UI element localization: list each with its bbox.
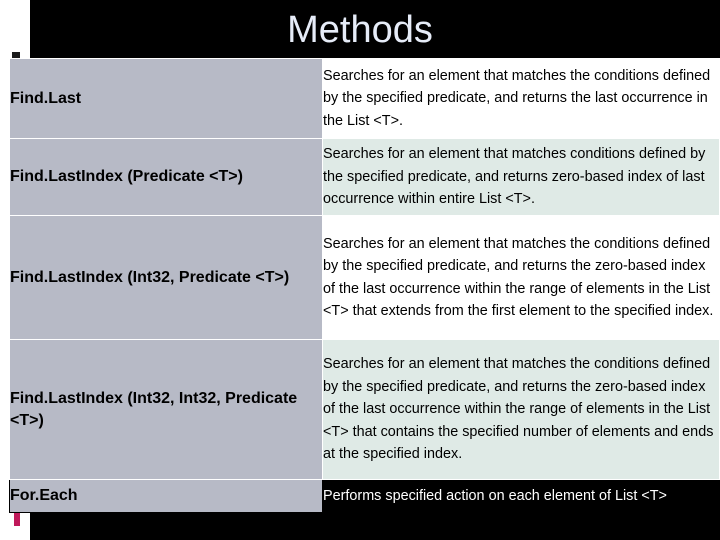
method-name: Find.LastIndex (Int32, Int32, Predicate <T>) [10, 340, 323, 480]
method-description: Searches for an element that matches conditions defined by the specified predicate, and returns zero-based index of last occurrence within entire List <T>. [323, 139, 720, 216]
method-name: Find.LastIndex (Predicate <T>) [10, 139, 323, 216]
table-row [10, 216, 720, 340]
method-name: Find.LastIndex (Int32, Predicate <T>) [10, 216, 323, 340]
slide-title: Methods [287, 9, 433, 51]
method-description: Performs specified action on each element of List <T> [323, 480, 720, 513]
method-description: Searches for an element that matches the conditions defined by the specified predicate, and returns the last occurrence in the List <T>. [323, 59, 720, 139]
table-row [10, 340, 720, 480]
method-name: For.Each [10, 480, 323, 513]
method-description: Searches for an element that matches the conditions defined by the specified predicate, and returns the zero-based index of the last occurrence within the range of elements in the List <T> that contains the specified number of elements and ends at the specified index. [323, 340, 720, 480]
method-name: Find.Last [10, 59, 323, 139]
method-description: Searches for an element that matches the conditions defined by the specified predicate, and returns the zero-based index of the last occurrence within the range of elements in the List <T> that extends from the first element to the specified index. [323, 216, 720, 340]
methods-table [9, 58, 720, 513]
table-row [10, 480, 720, 513]
table-row [10, 59, 720, 139]
table-row [10, 139, 720, 216]
